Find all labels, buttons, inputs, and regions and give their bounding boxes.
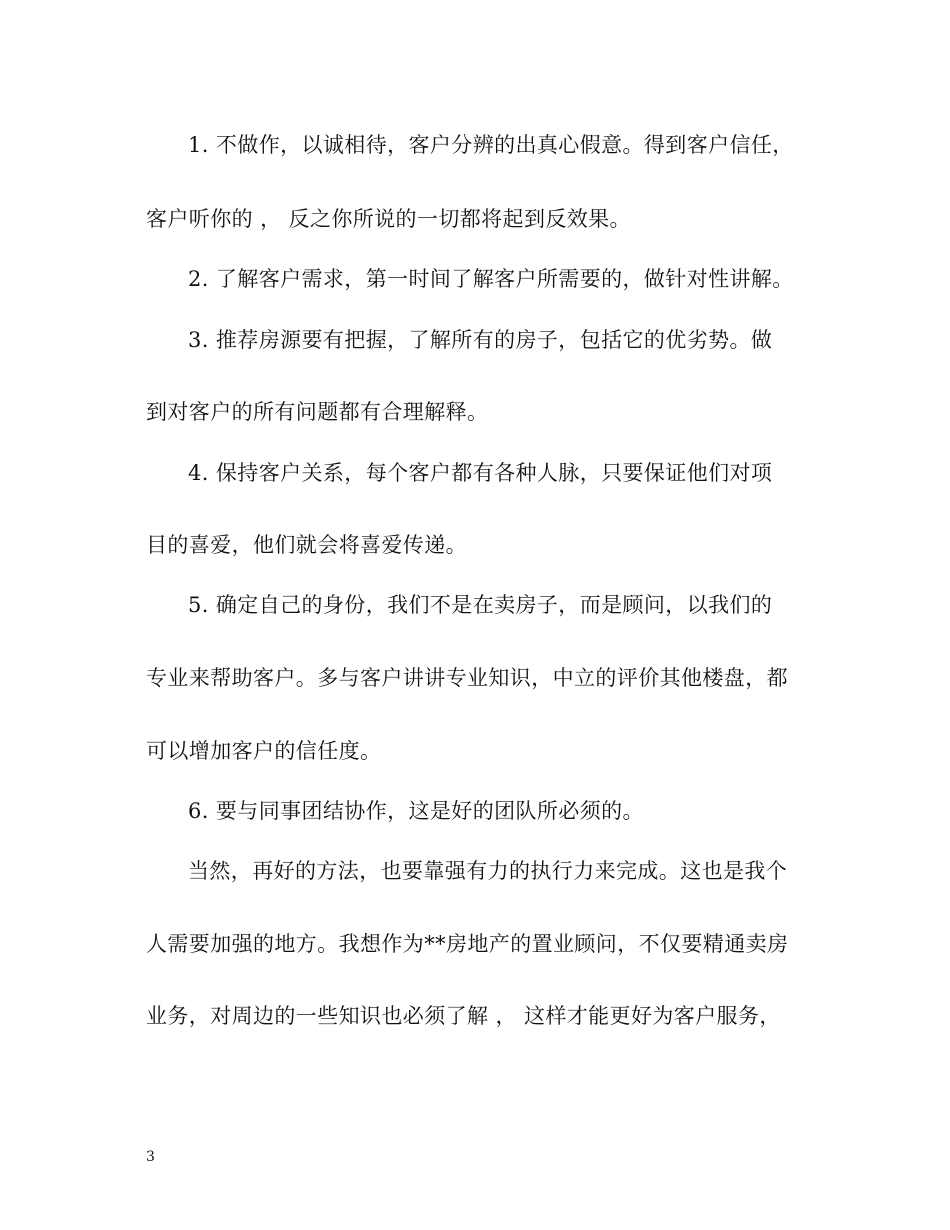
text-line-1: 1. 不做作，以诚相待，客户分辨的出真心假意。得到客户信任， (188, 133, 794, 157)
text-line-6: 4. 保持客户关系，每个客户都有各种人脉，只要保证他们对项 (188, 461, 773, 485)
text-line-9: 专业来帮助客户。多与客户讲讲专业知识，中立的评价其他楼盘，都 (146, 666, 788, 690)
text-line-5: 到对客户的所有问题都有合理解释。 (146, 400, 489, 424)
text-line-4: 3. 推荐房源要有把握，了解所有的房子，包括它的优劣势。做 (188, 328, 773, 352)
text-line-11: 6. 要与同事团结协作，这是好的团队所必须的。 (188, 799, 644, 823)
text-line-13: 人需要加强的地方。我想作为**房地产的置业顾问，不仅要精通卖房 (146, 932, 789, 956)
text-line-2: 客户听你的 ， 反之你所说的一切都将起到反效果。 (146, 207, 631, 231)
page-number: 3 (146, 1149, 155, 1165)
text-line-7: 目的喜爱，他们就会将喜爱传递。 (146, 533, 467, 557)
text-line-14: 业务，对周边的一些知识也必须了解 ， 这样才能更好为客户服务， (146, 1004, 781, 1028)
text-line-10: 可以增加客户的信任度。 (146, 739, 382, 763)
text-line-8: 5. 确定自己的身份，我们不是在卖房子，而是顾问，以我们的 (188, 593, 773, 617)
text-line-12: 当然，再好的方法，也要靠强有力的执行力来完成。这也是我个 (188, 859, 788, 883)
text-line-3: 2. 了解客户需求，第一时间了解客户所需要的，做针对性讲解。 (188, 267, 794, 291)
